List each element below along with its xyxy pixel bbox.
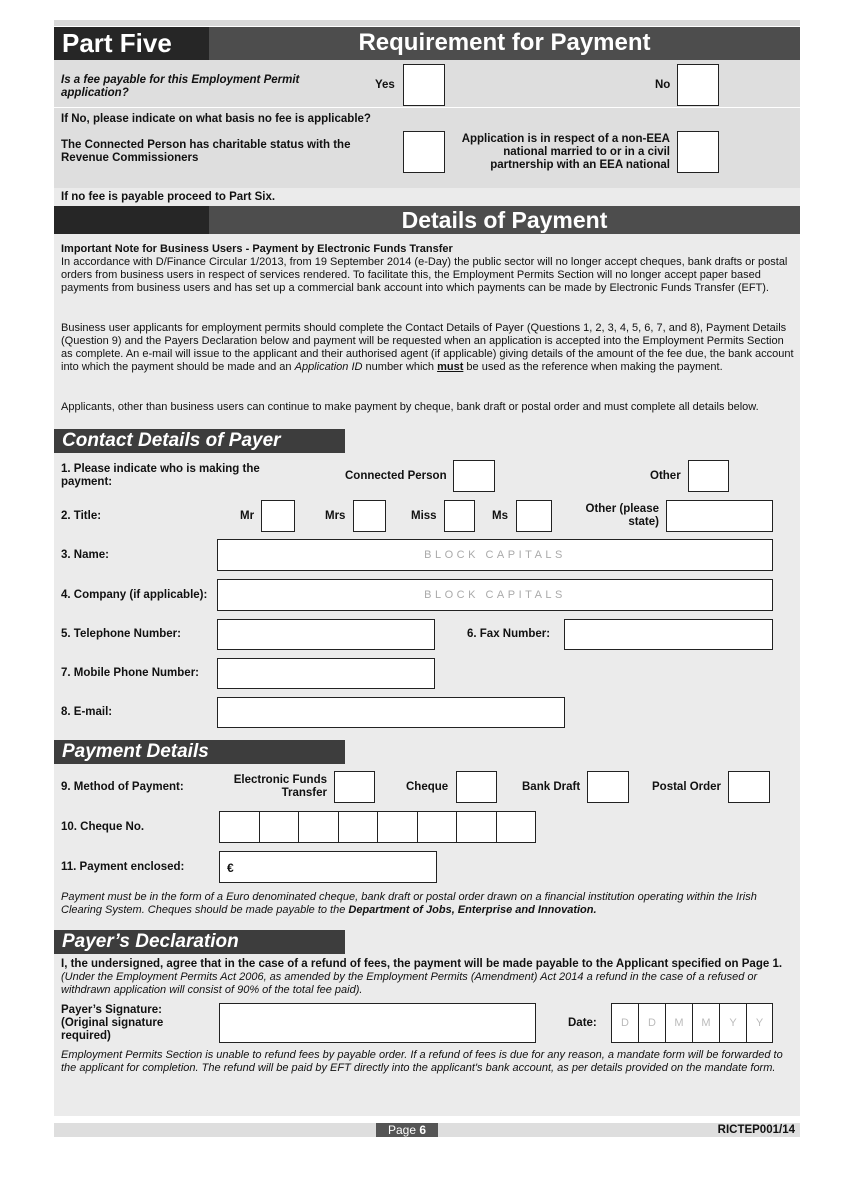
- note-paragraph-1: In accordance with D/Finance Circular 1/2013, from 19 September 2014 (e-Day) the public sector will no longer accept cheques, bank drafts or postal orders from business users in respect of services rendered. To facilitate this, the Employment Permits Section will no longer accept paper based payments from business users and has set up a commercial bank account into which payments can be made by Electronic Funds Transfer (EFT).: [61, 256, 788, 294]
- cheque-digit-cell[interactable]: [339, 812, 379, 842]
- non-eea-checkbox[interactable]: [677, 131, 719, 173]
- no-checkbox[interactable]: [677, 64, 719, 106]
- mobile-field[interactable]: [217, 658, 435, 689]
- other-title-field[interactable]: [666, 500, 773, 532]
- declaration-sub: (Under the Employment Permits Act 2006, as amended by the Employment Permits (Amendment) Act 2014 a refund in the case of a refused or withdrawn application will consist of 90% of the total fee paid).: [61, 971, 758, 996]
- charitable-label: The Connected Person has charitable status with the Revenue Commissioners: [61, 139, 351, 164]
- date-field[interactable]: [611, 1003, 773, 1043]
- eft-label: Electronic Funds Transfer: [233, 774, 327, 799]
- date-cell-month[interactable]: M: [693, 1004, 720, 1042]
- q8-label: 8. E-mail:: [61, 706, 113, 718]
- cheque-digit-cell[interactable]: [418, 812, 458, 842]
- cheque-number-field[interactable]: [219, 811, 536, 843]
- top-rule: [54, 20, 800, 26]
- part-five-header: [54, 27, 800, 60]
- cheque-digit-cell[interactable]: [457, 812, 497, 842]
- note-paragraph-2: Business user applicants for employment permits should complete the Contact Details of Payer (Questions 1, 2, 3, 4, 5, 6, 7, and 8), Payment Details (Question 9) and the Payers Declaration below and payment will be requested when an application is accepted into the Employment Permits Section as complete. An e-mail will issue to the applicant and their authorised agent (if applicable) giving details of the amount of the fee due, the bank account into which the payment should be made and an Application ID number which must be used as the reference when making the payment.: [61, 322, 794, 373]
- mr-checkbox[interactable]: [261, 500, 295, 532]
- connected-person-label: Connected Person: [345, 470, 447, 482]
- q2-label: 2. Title:: [61, 510, 102, 522]
- fee-question: Is a fee payable for this Employment Permit application?: [61, 74, 300, 99]
- q1-label: 1. Please indicate who is making the payment:: [61, 463, 260, 488]
- cheque-label: Cheque: [406, 781, 449, 793]
- payment-header: Payment Details: [54, 740, 345, 764]
- date-cell-month[interactable]: M: [666, 1004, 693, 1042]
- yes-label: Yes: [375, 79, 395, 91]
- eft-checkbox[interactable]: [334, 771, 375, 803]
- q4-label: 4. Company (if applicable):: [61, 589, 208, 601]
- mrs-label: Mrs: [325, 510, 346, 522]
- payment-note: Payment must be in the form of a Euro denominated cheque, bank draft or postal order drawn on a financial institution operating within the Irish Clearing System. Cheques should be made payable to the Department of Jobs, Enterprise and Innovation.: [61, 891, 757, 916]
- date-cell-day[interactable]: D: [612, 1004, 639, 1042]
- declaration-text: I, the undersigned, agree that in the case of a refund of fees, the payment will be made payable to the Applicant specified on Page 1.: [61, 958, 783, 970]
- other-title-label: Other (please state): [585, 503, 659, 528]
- note-title: Important Note for Business Users - Payment by Electronic Funds Transfer: [61, 243, 453, 255]
- name-field[interactable]: [217, 539, 773, 571]
- other-payer-checkbox[interactable]: [688, 460, 729, 492]
- details-header: [54, 206, 800, 234]
- cheque-digit-cell[interactable]: [299, 812, 339, 842]
- company-field[interactable]: [217, 579, 773, 611]
- signature-label: Payer’s Signature: (Original signature required): [61, 1004, 164, 1042]
- cheque-digit-cell[interactable]: [260, 812, 300, 842]
- bank-draft-label: Bank Draft: [522, 781, 581, 793]
- note-paragraph-3: Applicants, other than business users can continue to make payment by cheque, bank draft or postal order and must complete all details below.: [61, 401, 759, 413]
- telephone-field[interactable]: [217, 619, 435, 650]
- page-label: Page: [387, 1123, 416, 1137]
- fax-field[interactable]: [564, 619, 773, 650]
- company-placeholder: BLOCK CAPITALS: [424, 589, 566, 601]
- date-cell-year[interactable]: Y: [720, 1004, 747, 1042]
- page-number: 6: [419, 1123, 427, 1137]
- form-code: RICTEP001/14: [717, 1124, 795, 1136]
- no-label: No: [655, 79, 671, 91]
- charitable-checkbox[interactable]: [403, 131, 445, 173]
- miss-label: Miss: [411, 510, 437, 522]
- ms-checkbox[interactable]: [516, 500, 552, 532]
- non-eea-label: Application is in respect of a non-EEA national married to or in a civil partnership with an EEA national: [461, 133, 670, 171]
- details-header-left: [54, 206, 209, 234]
- q7-label: 7. Mobile Phone Number:: [61, 667, 200, 679]
- signature-field[interactable]: [219, 1003, 536, 1043]
- q9-label: 9. Method of Payment:: [61, 781, 184, 793]
- connected-person-checkbox[interactable]: [453, 460, 495, 492]
- contact-header: Contact Details of Payer: [54, 429, 345, 453]
- cheque-checkbox[interactable]: [456, 771, 497, 803]
- cheque-digit-cell[interactable]: [378, 812, 418, 842]
- other-payer-label: Other: [650, 470, 681, 482]
- cheque-digit-cell[interactable]: [220, 812, 260, 842]
- mr-label: Mr: [240, 510, 255, 522]
- important-note: [61, 243, 796, 295]
- bank-draft-checkbox[interactable]: [587, 771, 629, 803]
- miss-checkbox[interactable]: [444, 500, 475, 532]
- q11-label: 11. Payment enclosed:: [61, 861, 185, 873]
- q3-label: 3. Name:: [61, 549, 109, 561]
- q6-label: 6. Fax Number:: [467, 628, 551, 640]
- refund-note: Employment Permits Section is unable to refund fees by payable order. If a refund of fees is due for any reason, a mandate form will be forwarded to the applicant for completion. The refund will be paid by EFT directly into the applicant's bank account, as per details provided on the mandate form.: [61, 1049, 783, 1074]
- ms-label: Ms: [492, 510, 508, 522]
- euro-symbol: €: [227, 861, 234, 875]
- section-title: Requirement for Payment: [358, 29, 651, 56]
- date-label: Date:: [568, 1017, 597, 1029]
- part-label: Part Five: [54, 27, 209, 60]
- email-field[interactable]: [217, 697, 565, 728]
- postal-order-checkbox[interactable]: [728, 771, 770, 803]
- name-placeholder: BLOCK CAPITALS: [424, 549, 566, 561]
- page-badge: [376, 1123, 438, 1137]
- yes-checkbox[interactable]: [403, 64, 445, 106]
- date-cell-year[interactable]: Y: [755, 1017, 764, 1029]
- mrs-checkbox[interactable]: [353, 500, 386, 532]
- declaration-header: Payer’s Declaration: [54, 930, 345, 954]
- proceed-note: If no fee is payable proceed to Part Six.: [61, 191, 276, 203]
- q5-label: 5. Telephone Number:: [61, 628, 181, 640]
- basis-question: If No, please indicate on what basis no fee is applicable?: [61, 113, 371, 125]
- q10-label: 10. Cheque No.: [61, 821, 145, 833]
- date-cell-day[interactable]: D: [639, 1004, 666, 1042]
- payment-enclosed-field[interactable]: [219, 851, 437, 883]
- details-title: Details of Payment: [401, 207, 608, 233]
- postal-order-label: Postal Order: [652, 781, 722, 793]
- divider: [54, 107, 800, 108]
